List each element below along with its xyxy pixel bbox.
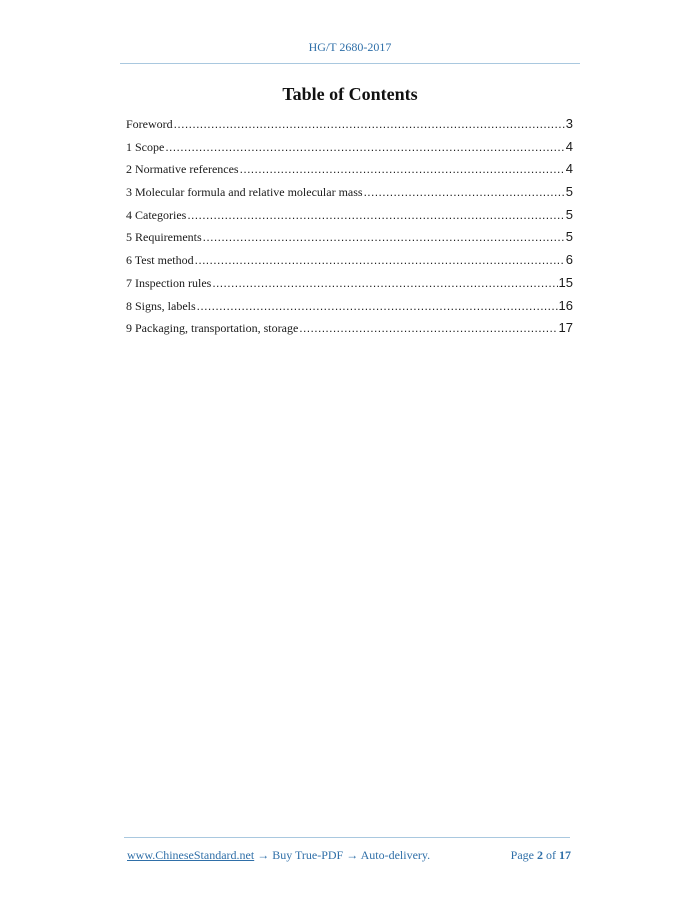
- toc-entry-label: 8 Signs, labels: [126, 298, 196, 313]
- toc-entry-page-number: 5: [565, 206, 573, 222]
- toc-entry-page-number: 4: [565, 161, 573, 177]
- toc-entry-label: 1 Scope: [126, 139, 165, 154]
- page-title: Table of Contents: [282, 84, 418, 104]
- toc-dot-leader: [299, 321, 557, 335]
- document-code: HG/T 2680-2017: [308, 40, 392, 54]
- toc-entry-page-number: 4: [565, 138, 573, 154]
- toc-entry-page-number: 5: [565, 184, 573, 200]
- toc-dot-leader: [165, 140, 564, 154]
- table-of-contents: [126, 116, 573, 343]
- footer-promo: [127, 848, 430, 863]
- toc-entry-label: Foreword: [126, 117, 173, 131]
- toc-entry[interactable]: [126, 229, 573, 252]
- arrow-right-icon: →: [257, 848, 270, 862]
- toc-entry[interactable]: [126, 298, 573, 321]
- toc-entry[interactable]: [126, 139, 573, 162]
- toc-entry-label: 6 Test method: [126, 253, 194, 268]
- toc-entry[interactable]: [126, 320, 573, 343]
- toc-entry-label: 2 Normative references: [126, 162, 239, 177]
- toc-dot-leader: [203, 230, 565, 244]
- toc-dot-leader: [197, 299, 558, 313]
- toc-entry-page-number: 3: [565, 116, 573, 131]
- document-header: [0, 40, 700, 55]
- arrow-right-icon: →: [346, 848, 359, 862]
- buy-text: Buy True-PDF: [272, 848, 344, 862]
- toc-entry-label: 9 Packaging, transportation, storage: [126, 321, 299, 336]
- page-word: Page: [510, 848, 534, 862]
- toc-dot-leader: [195, 253, 565, 267]
- delivery-text: Auto-delivery.: [360, 848, 431, 862]
- toc-dot-leader: [364, 185, 565, 199]
- toc-dot-leader: [240, 162, 565, 176]
- toc-dot-leader: [174, 117, 565, 131]
- toc-entry[interactable]: [126, 207, 573, 230]
- toc-entry-label: 4 Categories: [126, 207, 187, 222]
- current-page-number: 2: [537, 848, 543, 862]
- toc-dot-leader: [187, 208, 564, 222]
- document-footer: [124, 848, 571, 864]
- toc-entry-label: 5 Requirements: [126, 230, 202, 245]
- toc-dot-leader: [212, 276, 557, 290]
- toc-entry-page-number: 17: [558, 320, 573, 336]
- toc-entry[interactable]: [126, 161, 573, 184]
- toc-entry-label: 3 Molecular formula and relative molecular mass: [126, 185, 363, 200]
- toc-entry[interactable]: [126, 184, 573, 207]
- total-page-count: 17: [559, 848, 571, 862]
- toc-entry[interactable]: [126, 116, 573, 139]
- of-word: of: [546, 848, 556, 862]
- toc-entry-page-number: 5: [565, 229, 573, 245]
- toc-entry-page-number: 6: [565, 252, 573, 268]
- page-indicator: [511, 848, 571, 863]
- toc-entry-page-number: 16: [558, 297, 573, 313]
- footer-divider: [124, 837, 570, 838]
- toc-entry[interactable]: [126, 252, 573, 275]
- header-divider: [120, 63, 580, 64]
- toc-entry-page-number: 15: [558, 274, 573, 290]
- toc-entry-label: 7 Inspection rules: [126, 275, 212, 290]
- website-link[interactable]: www.ChineseStandard.net: [127, 848, 255, 862]
- toc-entry[interactable]: [126, 275, 573, 298]
